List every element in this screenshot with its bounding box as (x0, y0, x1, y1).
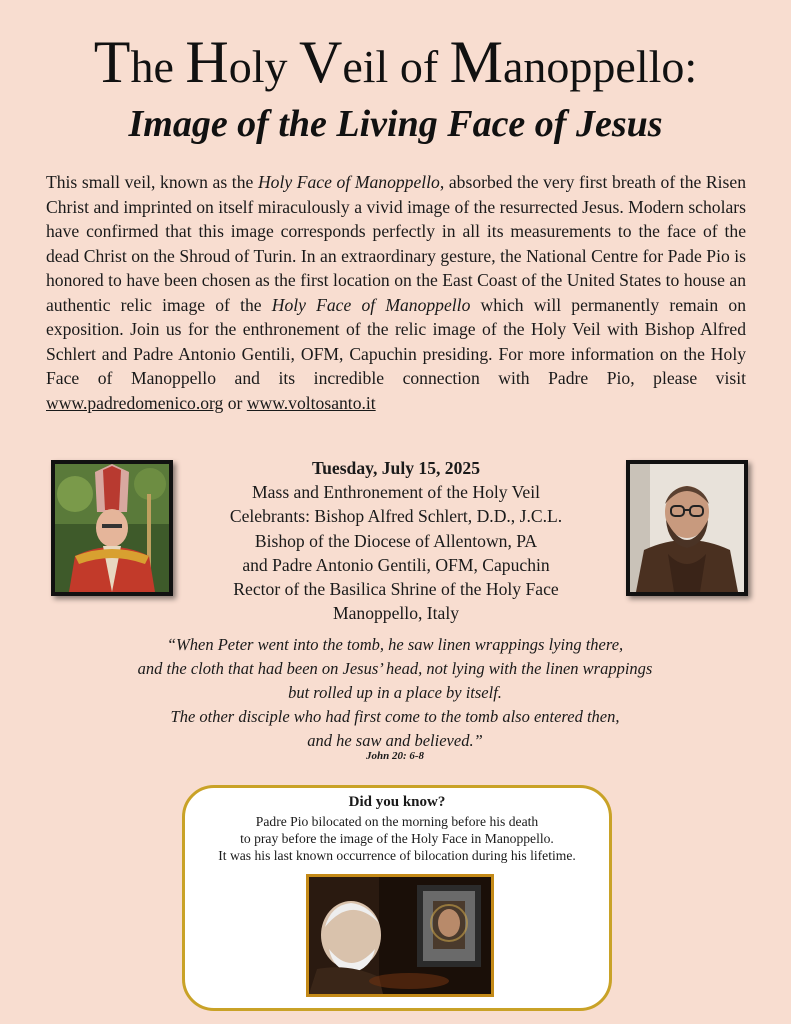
link-voltosanto[interactable]: www.voltosanto.it (246, 392, 376, 413)
did-you-know-title: Did you know? (348, 794, 446, 810)
event-date: Tuesday, July 15, 2025 (311, 458, 480, 478)
bishop-photo (51, 460, 173, 596)
event-line: Rector of the Basilica Shrine of the Holy Face (233, 579, 559, 600)
did-you-know-text (185, 813, 609, 864)
title-word-1: The (93, 29, 186, 95)
event-line: and Padre Antonio Gentili, OFM, Capuchin (242, 554, 550, 575)
quote-line: and he saw and believed.” (307, 731, 483, 750)
did-you-know-line: to pray before the image of the Holy Face in Manoppello. (240, 831, 554, 846)
event-line: Celebrants: Bishop Alfred Schlert, D.D., J.C.L. (229, 506, 563, 527)
title-word-2: Holy (185, 29, 299, 95)
intro-paragraph: This small veil, known as the Holy Face of Manoppello, absorbed the very first breath of the Risen Christ and imprinted on itself miraculously a vivid image of the resurrected Jesus. Modern scholars have confirmed that this image corresponds perfectly in all its measurements to the face of the dead Christ on the Shroud of Turin. In an extraordinary gesture, the National Centre for Pade Pio is honored to have been chosen as the first location on the East Coast of the United States to house an authentic relic image of the Holy Face of Manoppello which will permanently remain on exposition. Join us for the enthronement of the relic image of the Holy Veil with Bishop Alfred Schlert and Padre Antonio Gentili, OFM, Capuchin presiding. For more information on the Holy Face of Manoppello and its incredible connection with Padre Pio, please visit www.padredomenico.org or www.voltosanto.it (46, 172, 747, 413)
event-line: Bishop of the Diocese of Allentown, PA (254, 530, 538, 551)
quote-line: and the cloth that had been on Jesus’ head, not lying with the linen wrappings (137, 659, 653, 678)
quote-line: but rolled up in a place by itself. (288, 683, 502, 702)
did-you-know-line: It was his last known occurrence of bilocation during his lifetime. (218, 848, 576, 863)
link-padredomenico[interactable]: www.padredomenico.org (46, 392, 224, 413)
did-you-know-box (182, 785, 612, 1011)
padre-pio-holy-face-photo (306, 874, 494, 997)
quote-line: The other disciple who had first come to the tomb also entered then, (170, 707, 620, 726)
event-line: Mass and Enthronement of the Holy Veil (252, 482, 540, 503)
event-details (180, 456, 612, 625)
title-word-4: Manoppello: (449, 29, 698, 95)
page-title (0, 29, 791, 95)
did-you-know-line: Padre Pio bilocated on the morning before his death (255, 814, 539, 829)
page-subtitle: Image of the Living Face of Jesus (128, 103, 663, 145)
quote-citation: John 20: 6-8 (365, 750, 425, 762)
quote-line: “When Peter went into the tomb, he saw linen wrappings lying there, (166, 635, 624, 654)
event-line: Manoppello, Italy (332, 603, 460, 624)
scripture-quote (80, 633, 710, 753)
title-word-3: Veil of (299, 29, 450, 95)
padre-photo (626, 460, 748, 596)
